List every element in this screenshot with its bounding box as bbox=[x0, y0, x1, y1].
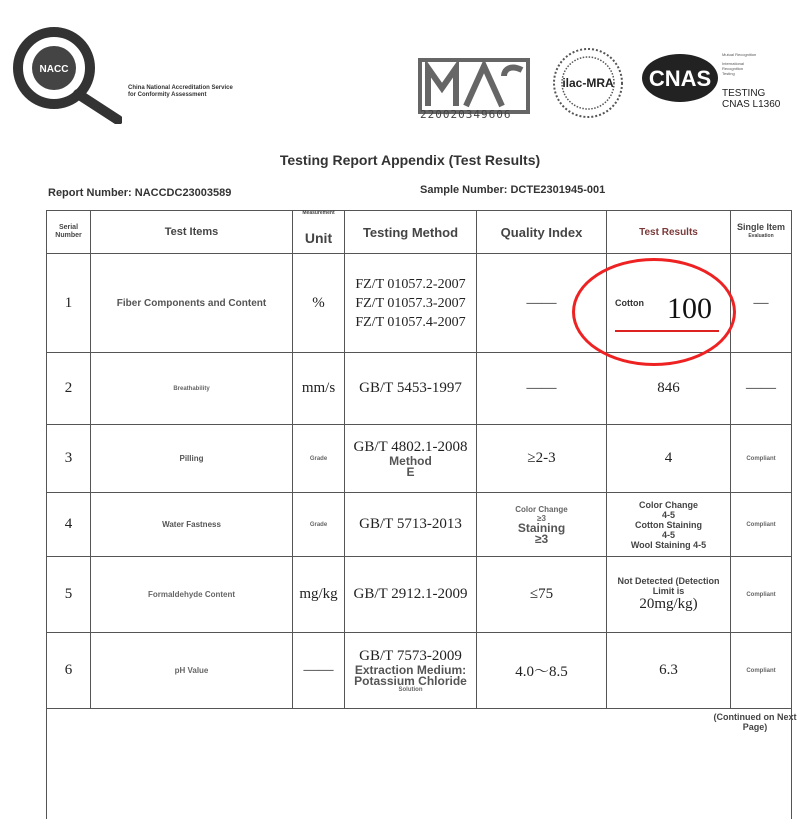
highlight-ellipse bbox=[572, 258, 736, 366]
table-row: 5 Formaldehyde Content mg/kg GB/T 2912.1-2009 ≤75 Not Detected (Detection Limit is 20mg/kg) Compliant bbox=[47, 557, 792, 633]
cma-number: 220020349606 bbox=[420, 108, 512, 121]
ilac-text: ilac-MRA bbox=[562, 76, 614, 90]
header-unit: Measurement Unit bbox=[293, 211, 345, 254]
table-row: 3 Pilling Grade GB/T 4802.1-2008 Method E ≥2-3 4 Compliant bbox=[47, 425, 792, 493]
table-row: 6 pH Value —— GB/T 7573-2009 Extraction Medium: Potassium Chloride Solution 4.0～8.5 6.3 Compliant bbox=[47, 633, 792, 709]
report-number: Report Number: NACCDC23003589 bbox=[48, 187, 232, 199]
cnas-testing: TESTING CNAS L1360 bbox=[722, 88, 781, 110]
header-quality-index: Quality Index bbox=[477, 211, 607, 254]
cnas-text: CNAS bbox=[648, 66, 712, 91]
sample-number: Sample Number: DCTE2301945-001 bbox=[420, 184, 606, 196]
table-empty-area bbox=[47, 709, 792, 819]
nacc-logo-text: NACC bbox=[39, 64, 69, 75]
header-serial: Serial Number bbox=[47, 211, 91, 254]
ilac-mra-logo bbox=[548, 46, 628, 120]
nacc-logo bbox=[10, 24, 122, 124]
cotton-value: 100 bbox=[667, 292, 712, 325]
table-row: 2 Breathability mm/s GB/T 5453-1997 —— 846 —— bbox=[47, 353, 792, 425]
header-single-item: Single Item Evaluation bbox=[731, 211, 792, 254]
cnas-logo bbox=[640, 52, 720, 104]
table-header-row bbox=[47, 211, 792, 254]
cotton-label: Cotton bbox=[615, 298, 644, 308]
table-row: 1 Fiber Components and Content % FZ/T 01057.2-2007 FZ/T 01057.3-2007 FZ/T 01057.4-2007 —— Cotton 100 — bbox=[47, 254, 792, 353]
cnas-small-text: Mutual Recognition International Recognition Testing bbox=[722, 52, 757, 76]
continued-note: (Continued on Next Page) bbox=[713, 712, 797, 732]
header-test-results: Test Results bbox=[607, 211, 731, 254]
table-row: 4 Water Fastness Grade GB/T 5713-2013 Color Change ≥3 Staining ≥3 Color Change 4-5 Cotton Staining 4-5 Wool Staining 4-5 Compliant bbox=[47, 493, 792, 557]
nacc-name: China National Accreditation Service for Conformity Assessment bbox=[128, 85, 233, 98]
report-title: Testing Report Appendix (Test Results) bbox=[279, 152, 541, 168]
header-test-items: Test Items bbox=[91, 211, 293, 254]
header-method: Testing Method bbox=[345, 211, 477, 254]
